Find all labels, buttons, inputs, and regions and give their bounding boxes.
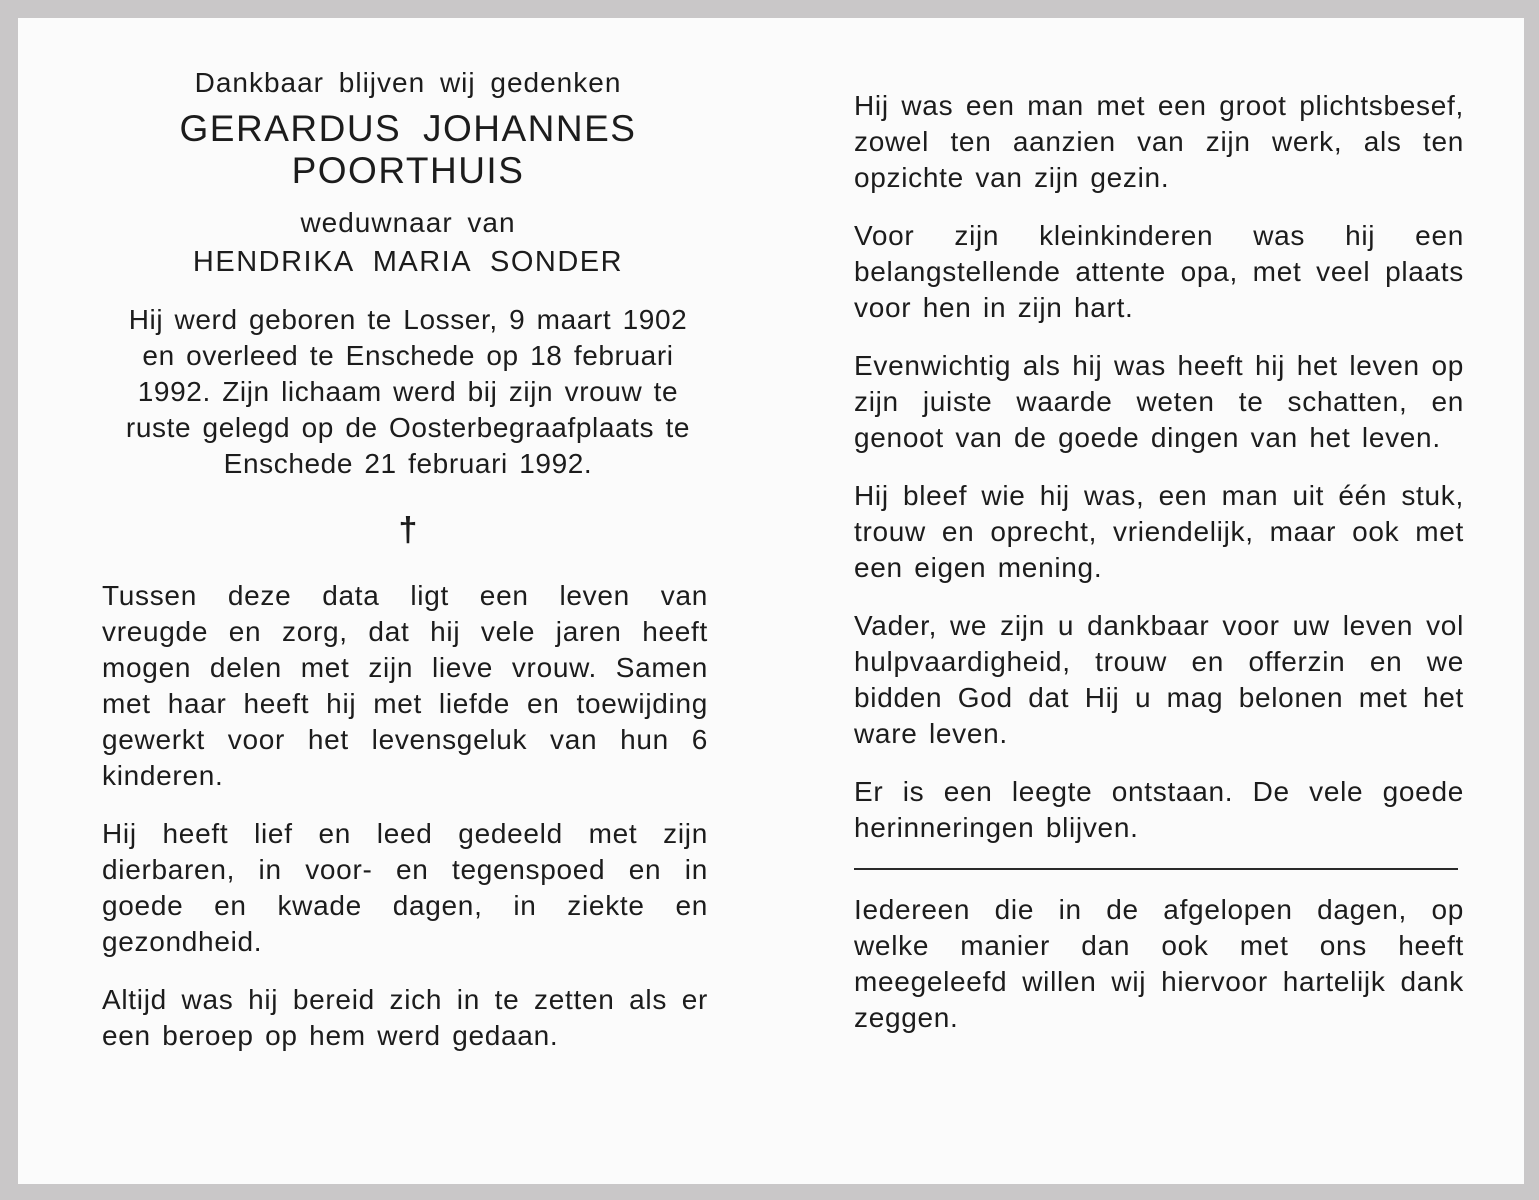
paragraph-shared: Hij heeft lief en leed gedeeld met zijn dierbaren, in voor- en tegenspoed en in goede en kwade dagen, in ziekte en gezondheid. — [102, 818, 708, 957]
right-page — [854, 88, 1464, 1058]
paragraph-emptiness: Er is een leegte ontstaan. De vele goede herinneringen blijven. — [854, 776, 1464, 843]
paragraph-ready: Altijd was hij bereid zich in te zetten als er een beroep op hem werd gedaan. — [102, 984, 708, 1051]
paragraph-balanced: Evenwichtig als hij was heeft hij het leven op zijn juiste waarde weten te schatten, en genoot van de goede dingen van het leven. — [854, 350, 1464, 453]
cross-icon: † — [398, 511, 418, 549]
paragraph-duty: Hij was een man met een groot plichtsbesef, zowel ten aanzien van zijn werk, als ten opzichte van zijn gezin. — [854, 90, 1464, 193]
divider-line — [854, 868, 1458, 870]
left-paragraphs — [86, 578, 708, 1054]
spouse-name: HENDRIKA MARIA SONDER — [192, 246, 624, 278]
paragraph-father: Vader, we zijn u dankbaar voor uw leven vol hulpvaardigheid, trouw en offerzin en we bidden God dat Hij u mag belonen met het ware leven. — [854, 610, 1464, 749]
paragraph-character: Hij bleef wie hij was, een man uit één stuk, trouw en oprecht, vriendelijk, maar ook met een eigen mening. — [854, 480, 1464, 583]
deceased-name-line1: GERARDUS JOHANNES — [179, 108, 637, 149]
left-page — [102, 66, 714, 1076]
widower-of-label: weduwnaar van — [300, 207, 516, 238]
biography: Hij werd geboren te Losser, 9 maart 1902 en overleed te Enschede op 18 februari 1992. Zijn lichaam werd bij zijn vrouw te ruste gelegd op de Oosterbegraafplaats te Enschede 21 februari 1992. — [125, 304, 691, 479]
paragraph-life: Tussen deze data ligt een leven van vreugde en zorg, dat hij vele jaren heeft mogen delen met zijn lieve vrouw. Samen met haar heeft hij met liefde en toewijding gewerkt voor het levensgeluk van hun 6 kinderen. — [102, 580, 708, 791]
intro-line: Dankbaar blijven wij gedenken — [194, 67, 622, 98]
thanks-note: Iedereen die in de afgelopen dagen, op welke manier dan ook met ons heeft meegeleefd willen wij hiervoor hartelijk dank zeggen. — [854, 894, 1464, 1033]
paragraph-grandchildren: Voor zijn kleinkinderen was hij een belangstellende attente opa, met veel plaats voor hen in zijn hart. — [854, 220, 1464, 323]
deceased-name-line2: POORTHUIS — [291, 150, 525, 191]
memorial-card — [18, 18, 1524, 1184]
